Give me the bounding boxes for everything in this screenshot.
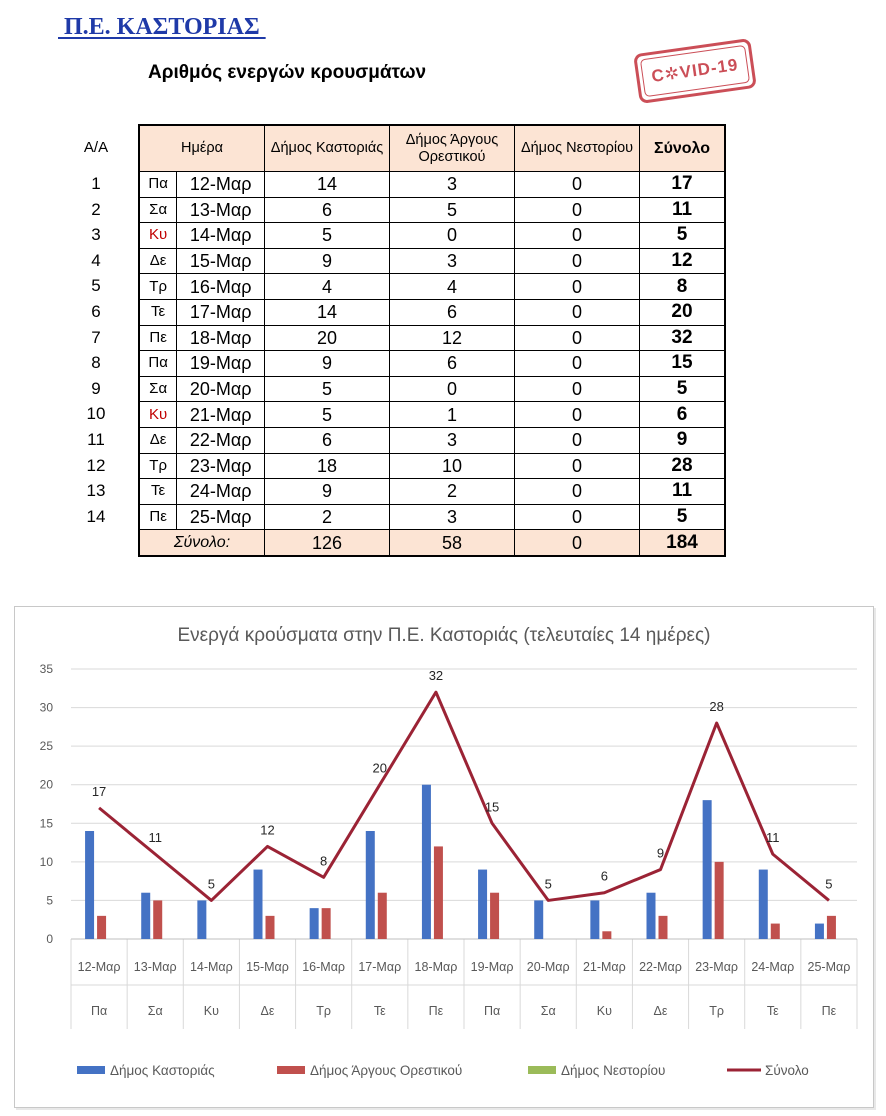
bar-kastoria [534,900,543,939]
cell-kastoria: 6 [265,197,390,223]
cell-argos: 1 [390,402,515,428]
y-tick-label: 10 [39,854,53,869]
cell-day-of-week: Πα [139,172,177,198]
cell-nestorio: 0 [515,325,640,351]
cell-day-of-week: Δε [139,248,177,274]
legend-label: Δήμος Νεστορίου [561,1063,666,1078]
bar-kastoria [759,870,768,939]
aa-cell: 7 [91,327,101,347]
cell-total: 20 [640,299,726,325]
cell-nestorio: 0 [515,248,640,274]
table-row [139,197,725,223]
aa-cell: 13 [86,481,106,501]
aa-cell: 9 [91,378,101,398]
y-tick-label: 30 [39,700,53,715]
x-tick-label: 23-Μαρ [695,960,739,974]
x-tick-label: 24-Μαρ [751,960,795,974]
total-data-label: 5 [207,876,215,892]
x-tick-label: 15-Μαρ [246,960,289,974]
chart-title: Ενεργά κρούσματα στην Π.Ε. Καστοριάς (τελευταίες 14 ημέρες) [177,625,711,646]
bar-kastoria [478,870,487,939]
bar-kastoria [815,924,824,939]
cell-date: 25-Μαρ [177,504,265,530]
cell-total: 15 [640,351,726,377]
totals-label: Σύνολο: [139,530,265,556]
y-tick-label: 35 [39,662,53,676]
legend-swatch [277,1066,305,1074]
line-bar-chart [15,607,873,1107]
legend-label: Δήμος Καστοριάς [110,1063,215,1078]
y-tick-label: 0 [46,932,53,946]
cell-date: 13-Μαρ [177,197,265,223]
cell-argos: 10 [390,453,515,479]
table-row [139,427,725,453]
x-subcategory-label: Τε [766,1004,779,1018]
bar-argos [153,900,162,939]
x-tick-label: 16-Μαρ [302,960,346,974]
table-row [139,351,725,377]
x-subcategory-label: Πα [90,1004,108,1018]
total-data-label: 11 [148,830,162,846]
chart-frame [14,606,874,1108]
total-data-label: 6 [600,868,608,884]
aa-cell: 12 [86,455,106,475]
x-subcategory-label: Κυ [203,1004,219,1018]
cell-argos: 4 [390,274,515,300]
cell-nestorio: 0 [515,351,640,377]
bar-kastoria [141,893,150,939]
cell-nestorio: 0 [515,427,640,453]
total-data-label: 5 [825,876,833,892]
total-data-label: 12 [260,822,275,838]
cell-kastoria: 14 [265,172,390,198]
table-row [139,299,725,325]
header-day: Ημέρα [139,125,265,172]
total-data-label: 5 [544,876,552,892]
cell-day-of-week: Δε [139,427,177,453]
x-subcategory-label: Τρ [316,1004,332,1018]
cell-date: 20-Μαρ [177,376,265,402]
cell-kastoria: 9 [265,248,390,274]
cell-day-of-week: Σα [139,197,177,223]
cases-table [138,124,726,557]
y-tick-label: 20 [39,777,53,792]
x-subcategory-label: Πε [821,1004,837,1018]
table-row [139,248,725,274]
cell-total: 32 [640,325,726,351]
table-row [139,453,725,479]
x-subcategory-label: Σα [540,1004,556,1018]
cell-date: 19-Μαρ [177,351,265,377]
cell-total: 12 [640,248,726,274]
table-row [139,479,725,505]
cell-day-of-week: Πα [139,351,177,377]
cell-total: 17 [640,172,726,198]
header-nestorio: Δήμος Νεστορίου [515,125,640,172]
cell-date: 12-Μαρ [177,172,265,198]
total-data-label: 28 [709,699,724,714]
bar-kastoria [590,900,599,939]
cell-kastoria: 20 [265,325,390,351]
cell-argos: 0 [390,223,515,249]
cell-argos: 0 [390,376,515,402]
totals-nestorio: 0 [515,530,640,556]
x-tick-label: 19-Μαρ [470,960,514,974]
header-total: Σύνολο [640,125,726,172]
cell-kastoria: 14 [265,299,390,325]
cell-date: 15-Μαρ [177,248,265,274]
total-data-label: 20 [372,760,388,776]
bar-argos [715,862,724,939]
table-row [139,504,725,530]
bar-argos [378,893,387,939]
y-tick-label: 15 [39,816,53,831]
table-header-row [139,125,725,172]
cell-day-of-week: Τε [139,299,177,325]
cell-total: 5 [640,376,726,402]
bar-kastoria [703,800,712,939]
cell-nestorio: 0 [515,274,640,300]
cell-date: 24-Μαρ [177,479,265,505]
cell-date: 23-Μαρ [177,453,265,479]
bar-kastoria [310,908,319,939]
cell-day-of-week: Τρ [139,274,177,300]
cell-day-of-week: Κυ [139,223,177,249]
y-tick-label: 5 [46,893,53,908]
x-tick-label: 13-Μαρ [133,960,177,974]
x-subcategory-label: Πε [428,1004,444,1018]
table-title: Αριθμός ενεργών κρουσμάτων [148,62,427,83]
aa-cell: 14 [86,506,106,526]
x-tick-label: 20-Μαρ [526,960,570,974]
x-subcategory-label: Δε [260,1004,275,1018]
bar-kastoria [647,893,656,939]
x-subcategory-label: Σα [147,1004,163,1018]
aa-cell: 2 [91,199,101,219]
table-row [139,223,725,249]
x-subcategory-label: Κυ [596,1004,612,1018]
legend-swatch [528,1066,556,1074]
cell-kastoria: 9 [265,351,390,377]
bar-kastoria [197,900,206,939]
aa-cell: 1 [91,174,101,193]
cell-kastoria: 9 [265,479,390,505]
aa-cell: 10 [86,404,106,424]
cell-day-of-week: Σα [139,376,177,402]
cell-day-of-week: Τρ [139,453,177,479]
legend-label: Δήμος Άργους Ορεστικού [310,1063,463,1078]
bar-argos [97,916,106,939]
x-tick-label: 18-Μαρ [414,960,458,974]
totals-argos: 58 [390,530,515,556]
table-row [139,325,725,351]
bar-argos [602,931,611,939]
x-tick-label: 12-Μαρ [77,960,121,974]
stamp-text: C✲VID-19 [650,55,740,86]
total-data-label: 9 [656,845,665,861]
x-tick-label: 21-Μαρ [582,960,626,974]
bar-argos [266,916,275,939]
bar-argos [490,893,499,939]
aa-cell: 4 [91,250,101,270]
aa-cell: 8 [91,353,101,373]
cell-kastoria: 6 [265,427,390,453]
cell-total: 9 [640,427,726,453]
cell-argos: 3 [390,172,515,198]
cell-argos: 3 [390,248,515,274]
cell-date: 17-Μαρ [177,299,265,325]
total-data-label: 8 [320,853,328,869]
cell-total: 5 [640,504,726,530]
total-data-label: 15 [484,799,500,815]
x-subcategory-label: Πα [483,1004,501,1018]
aa-header: Α/Α [83,139,109,156]
table-row [139,172,725,198]
bar-argos [322,908,331,939]
cell-argos: 3 [390,427,515,453]
cell-nestorio: 0 [515,479,640,505]
cell-day-of-week: Πε [139,504,177,530]
bar-argos [771,924,780,939]
cell-nestorio: 0 [515,453,640,479]
table-row [139,274,725,300]
cell-nestorio: 0 [515,223,640,249]
cell-total: 11 [640,197,726,223]
x-tick-label: 25-Μαρ [807,960,851,974]
aa-cell: 5 [91,276,101,296]
header-argos: Δήμος Άργους Ορεστικού [390,125,515,172]
cell-kastoria: 18 [265,453,390,479]
cell-total: 5 [640,223,726,249]
x-tick-label: 17-Μαρ [358,960,402,974]
totals-total: 184 [640,530,726,556]
cell-argos: 6 [390,351,515,377]
total-data-label: 11 [766,830,780,846]
bar-kastoria [85,831,94,939]
total-data-label: 32 [428,668,444,684]
cell-nestorio: 0 [515,299,640,325]
bar-kastoria [422,785,431,939]
cell-date: 14-Μαρ [177,223,265,249]
cell-argos: 5 [390,197,515,223]
bar-argos [434,846,443,939]
x-tick-label: 22-Μαρ [639,960,682,974]
cell-argos: 6 [390,299,515,325]
cell-kastoria: 5 [265,376,390,402]
cell-total: 6 [640,402,726,428]
cell-nestorio: 0 [515,402,640,428]
covid-stamp [633,38,757,104]
cell-nestorio: 0 [515,376,640,402]
cell-kastoria: 4 [265,274,390,300]
total-data-label: 17 [91,783,107,799]
table-row [139,402,725,428]
cell-day-of-week: Πε [139,325,177,351]
cell-total: 11 [640,479,726,505]
cell-argos: 2 [390,479,515,505]
aa-column [70,124,122,529]
cell-total: 8 [640,274,726,300]
cell-argos: 12 [390,325,515,351]
cell-total: 28 [640,453,726,479]
y-tick-label: 25 [39,739,53,754]
totals-kastoria: 126 [265,530,390,556]
cell-nestorio: 0 [515,172,640,198]
bar-kastoria [254,870,263,939]
aa-cell: 3 [91,225,101,245]
cell-kastoria: 5 [265,402,390,428]
x-tick-label: 14-Μαρ [189,960,233,974]
bar-kastoria [366,831,375,939]
cell-date: 18-Μαρ [177,325,265,351]
region-title: Π.Ε. ΚΑΣΤΟΡΙΑΣ [58,14,266,40]
cell-date: 22-Μαρ [177,427,265,453]
cell-argos: 3 [390,504,515,530]
header-kastoria: Δήμος Καστοριάς [265,125,390,172]
cell-day-of-week: Τε [139,479,177,505]
cell-nestorio: 0 [515,504,640,530]
cell-kastoria: 5 [265,223,390,249]
cell-kastoria: 2 [265,504,390,530]
x-subcategory-label: Δε [653,1004,668,1018]
cell-date: 16-Μαρ [177,274,265,300]
cell-date: 21-Μαρ [177,402,265,428]
legend-label: Σύνολο [765,1063,809,1078]
table-row [139,376,725,402]
legend-swatch [77,1066,105,1074]
cell-nestorio: 0 [515,197,640,223]
aa-cell: 11 [87,429,105,449]
x-subcategory-label: Τρ [709,1004,725,1018]
bar-argos [659,916,668,939]
totals-row [139,530,725,556]
cell-day-of-week: Κυ [139,402,177,428]
x-subcategory-label: Τε [373,1004,386,1018]
bar-argos [827,916,836,939]
aa-cell: 6 [91,301,101,321]
